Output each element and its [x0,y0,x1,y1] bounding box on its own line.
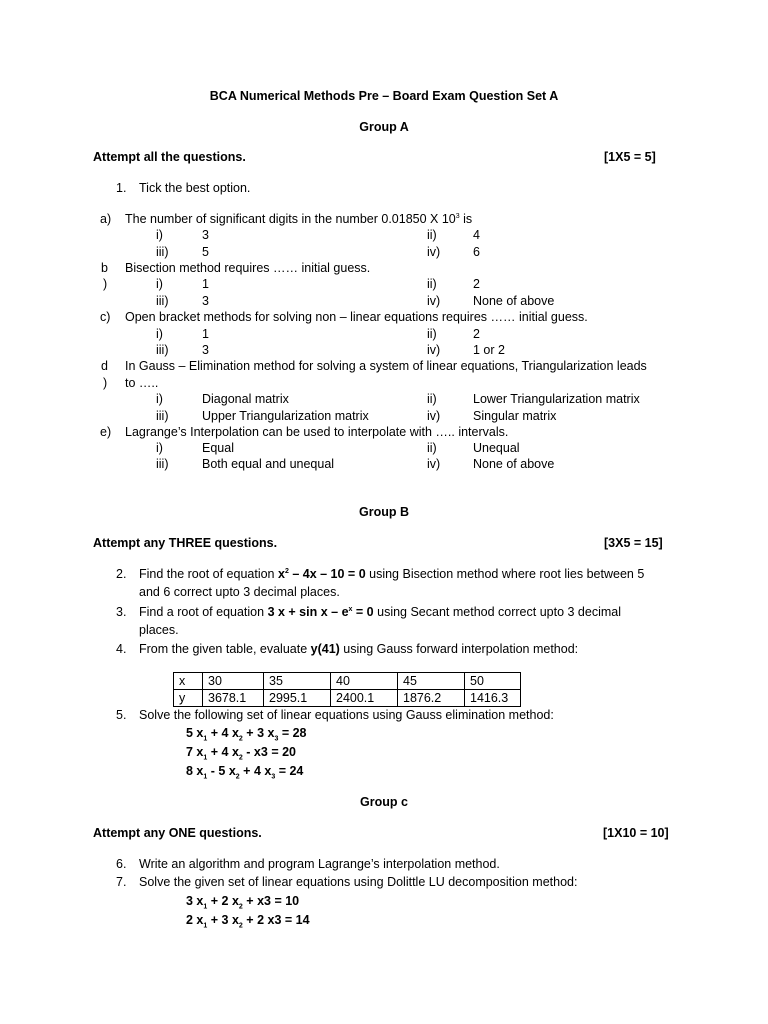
table-cell: 2995.1 [264,690,331,707]
table-cell: x [174,673,203,690]
question-text: From the given table, evaluate y(41) using Gauss forward interpolation method: [139,642,579,656]
mcq-stem: Open bracket methods for solving non – linear equations requires …… initial guess. [125,310,588,324]
option-label: iii) [156,457,169,471]
option-text: 1 or 2 [473,343,505,357]
option-text: Diagonal matrix [202,392,289,406]
option-text: 2 [473,327,480,341]
mcq-label: ) [103,376,108,390]
table-cell: 50 [465,673,521,690]
option-text: None of above [473,294,555,308]
option-text: Equal [202,441,234,455]
group-c-instruction: Attempt any ONE questions. [93,826,262,840]
mcq-label: b [101,261,108,275]
option-text: Lower Triangularization matrix [473,392,640,406]
option-text: 1 [202,277,209,291]
question-number: 6. [116,857,127,871]
option-label: i) [156,441,163,455]
option-label: iv) [427,245,441,259]
question-text: Solve the following set of linear equations using Gauss elimination method: [139,708,554,722]
equation: 3 $x_1 + 2$ $x_2 + x3 = 10$ [186,894,300,911]
mcq-label: d [101,359,108,373]
mcq-label: c) [100,310,111,324]
mcq-stem: In Gauss – Elimination method for solving a system of linear equations, Triangularization leads [125,359,647,373]
option-label: iii) [156,409,169,423]
question-number: 2. [116,567,127,581]
option-label: iv) [427,457,441,471]
option-label: i) [156,392,163,406]
interpolation-table [173,672,521,707]
question-text: Solve the given set of linear equations using Dolittle LU decomposition method: [139,875,578,889]
table-cell: 40 [331,673,398,690]
option-text: Singular matrix [473,409,557,423]
mcq-label: e) [100,425,112,439]
option-label: iii) [156,294,169,308]
table-row [174,673,521,690]
table-cell: 1876.2 [398,690,465,707]
option-label: iv) [427,294,441,308]
option-label: ii) [427,392,437,406]
option-text: 3 [202,343,209,357]
question-text-continued: and 6 correct upto 3 decimal places. [139,585,340,599]
option-label: ii) [427,228,437,242]
mcq-stem: Bisection method requires …… initial guess. [125,261,371,275]
mcq-label: a) [100,212,112,226]
option-text: 5 [202,245,209,259]
question-text: Tick the best option. [139,181,251,195]
option-text: Upper Triangularization matrix [202,409,369,423]
option-label: i) [156,228,163,242]
table-cell: 3678.1 [203,690,264,707]
group-b-marks: [3X5 = 15] [604,536,663,550]
question-number: 7. [116,875,127,889]
question-number: 5. [116,708,127,722]
question-text: Find the root of equation $x^2 - 4x - 10 = 0$ using Bisection method where root lies between 5 [139,567,645,581]
question-text: Write an algorithm and program Lagrange’s interpolation method. [139,857,500,871]
page-title: BCA Numerical Methods Pre – Board Exam Question Set A [209,89,559,103]
option-text: 4 [473,228,480,242]
question-number: 1. [116,181,127,195]
option-label: iii) [156,343,169,357]
group-c-heading: Group c [360,795,408,809]
option-text: None of above [473,457,555,471]
option-text: 6 [473,245,480,259]
option-label: iv) [427,409,441,423]
group-b-instruction: Attempt any THREE questions. [93,536,278,550]
option-label: i) [156,277,163,291]
table-cell: 2400.1 [331,690,398,707]
equation: 2 $x_1 + 3$ $x_2 + 2$ x3 = 14 [186,913,310,930]
question-number: 4. [116,642,127,656]
option-label: iv) [427,343,441,357]
option-text: 3 [202,228,209,242]
table-cell: 30 [203,673,264,690]
option-text: Unequal [473,441,520,455]
mcq-stem: The number of significant digits in the number 0.01850 X $10^3$ is [125,212,473,226]
table-row [174,690,521,707]
question-text: Find a root of equation 3 $x + \sin x - e^x = 0$ using Secant method correct upto 3 decimal [139,605,621,619]
option-text: Both equal and unequal [202,457,335,471]
equation: 5 $x_1 + 4$ $x_2 + 3$ $x_3 = 28$ [186,726,307,743]
option-text: 1 [202,327,209,341]
mcq-stem: Lagrange’s Interpolation can be used to interpolate with ….. intervals. [125,425,509,439]
table-cell: 1416.3 [465,690,521,707]
group-c-marks: [1X10 = 10] [603,826,669,840]
mcq-label: ) [103,277,108,291]
table-cell: y [174,690,203,707]
group-a-marks: [1X5 = 5] [604,150,656,164]
question-number: 3. [116,605,127,619]
equation: 7 $x_1 + 4$ $x_2 - x3 = 20$ [186,745,296,762]
group-a-instruction: Attempt all the questions. [93,150,246,164]
option-label: ii) [427,441,437,455]
equation: 8 $x_1 - 5$ $x_2 + 4$ $x_3 = 24$ [186,764,304,781]
group-a-heading: Group A [359,120,409,134]
option-text: 3 [202,294,209,308]
option-text: 2 [473,277,480,291]
group-b-heading: Group B [359,505,409,519]
question-text-continued: places. [139,623,179,637]
mcq-stem-continued: to ….. [125,376,159,390]
option-label: i) [156,327,163,341]
option-label: iii) [156,245,169,259]
option-label: ii) [427,327,437,341]
table-cell: 35 [264,673,331,690]
option-label: ii) [427,277,437,291]
table-cell: 45 [398,673,465,690]
